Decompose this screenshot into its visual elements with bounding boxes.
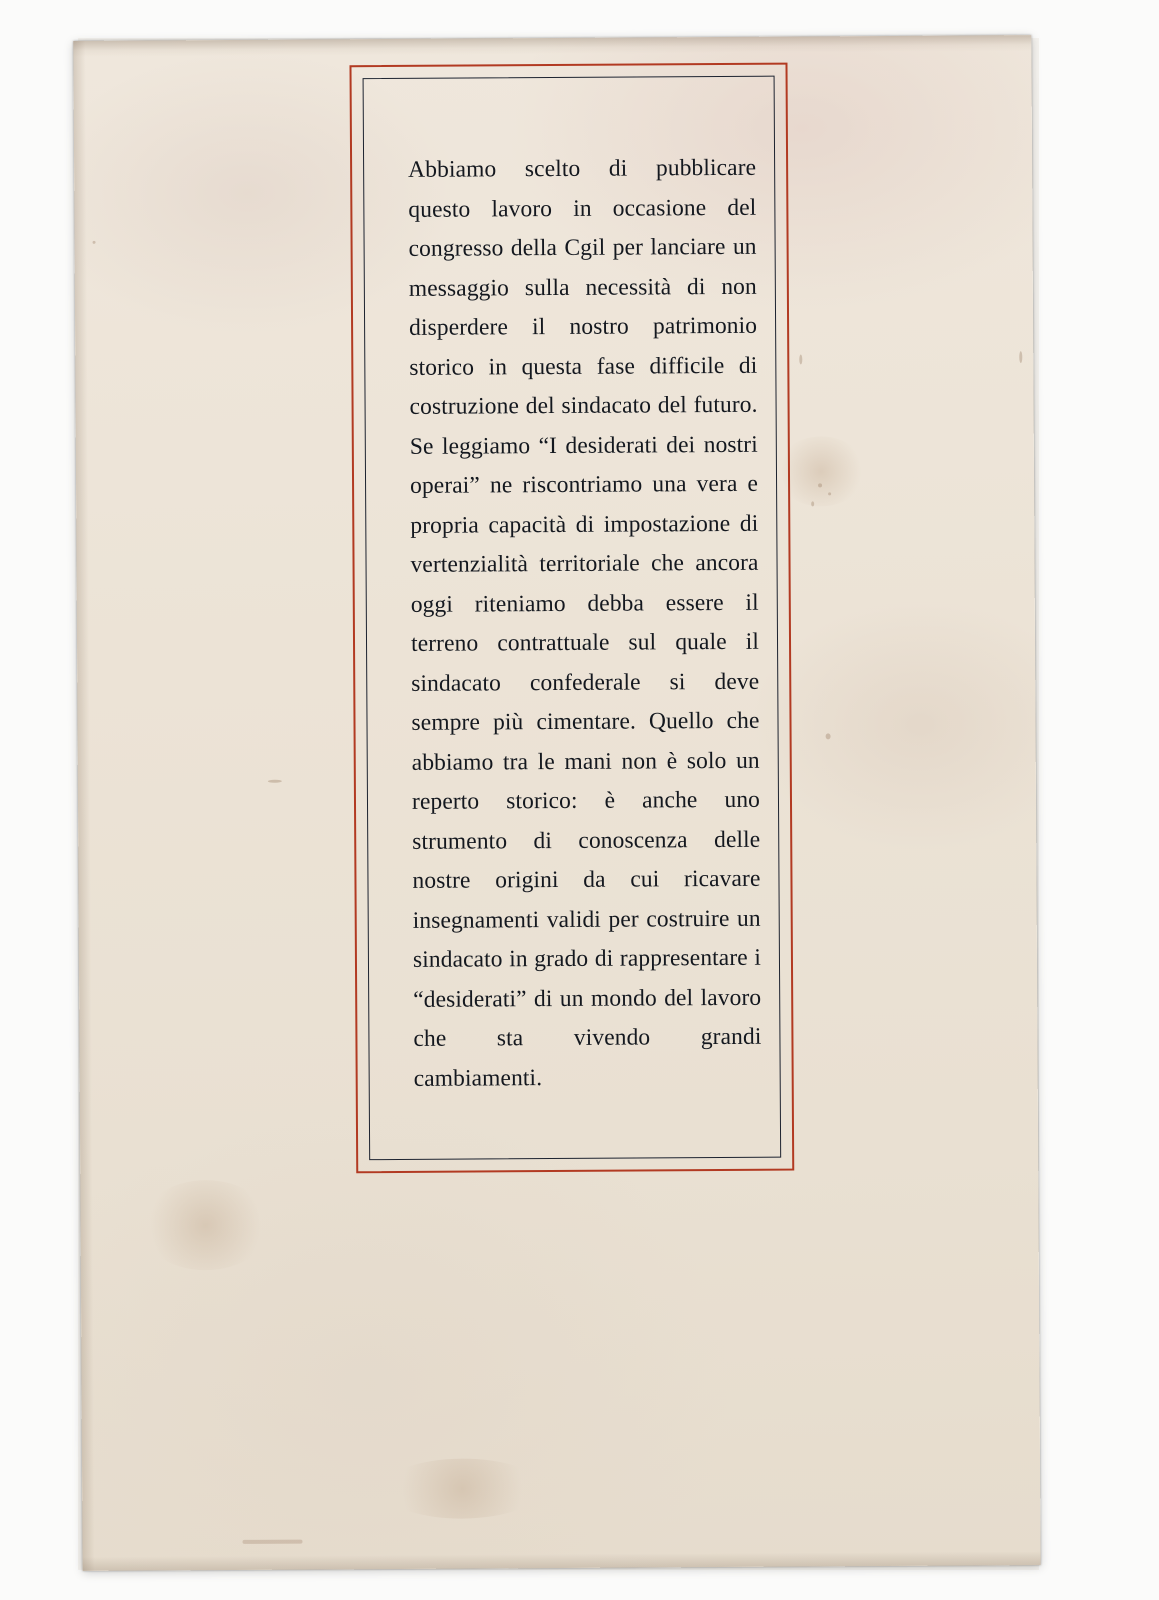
- paper-speck: [826, 733, 831, 739]
- scanner-background-top: [0, 0, 1159, 38]
- scanner-background-bottom: [0, 1570, 1159, 1600]
- cover-bottom-edge-shadow: [83, 1551, 1041, 1571]
- paper-speck: [1019, 351, 1022, 363]
- paper-speck: [818, 483, 822, 487]
- paper-stain: [382, 1458, 542, 1519]
- paper-speck: [268, 780, 282, 783]
- paper-stain: [140, 1180, 271, 1271]
- paper-speck: [811, 501, 814, 506]
- decorative-frame-inner: [363, 76, 782, 1160]
- book-back-cover: [73, 35, 1040, 1571]
- paper-speck: [799, 354, 802, 364]
- cover-top-edge-shadow: [73, 35, 1031, 57]
- paper-speck: [242, 1540, 302, 1544]
- scanner-background-left: [0, 0, 78, 1600]
- paper-speck: [93, 241, 96, 244]
- back-cover-blurb-text: Abbiamo scelto di pubblicare questo lavoro in occasione del congresso della Cgil per lanciare un messaggio sulla necessità di non disperdere il nostro patrimonio storico in questa fase difficile di costruzione del sindacato del futuro. Se leggiamo “I desiderati dei nostri operai” ne riscontriamo una vera e propria capacità di impostazione di vertenzialità territoriale che ancora oggi riteniamo debba essere il terreno contrattuale sul quale il sindacato confederale si deve sempre più cimentare. Quello che abbiamo tra le mani non è solo un reperto storico: è anche uno strumento di conoscenza delle nostre origini da cui ricavare insegnamenti validi per costruire un sindacato in grado di rappresentare i “desiderati” di un mondo del lavoro che sta vivendo grandi cambiamenti.: [408, 154, 768, 1092]
- paper-speck: [828, 492, 831, 495]
- decorative-frame-outer: [349, 63, 794, 1174]
- scanner-background-right: [1039, 0, 1159, 1600]
